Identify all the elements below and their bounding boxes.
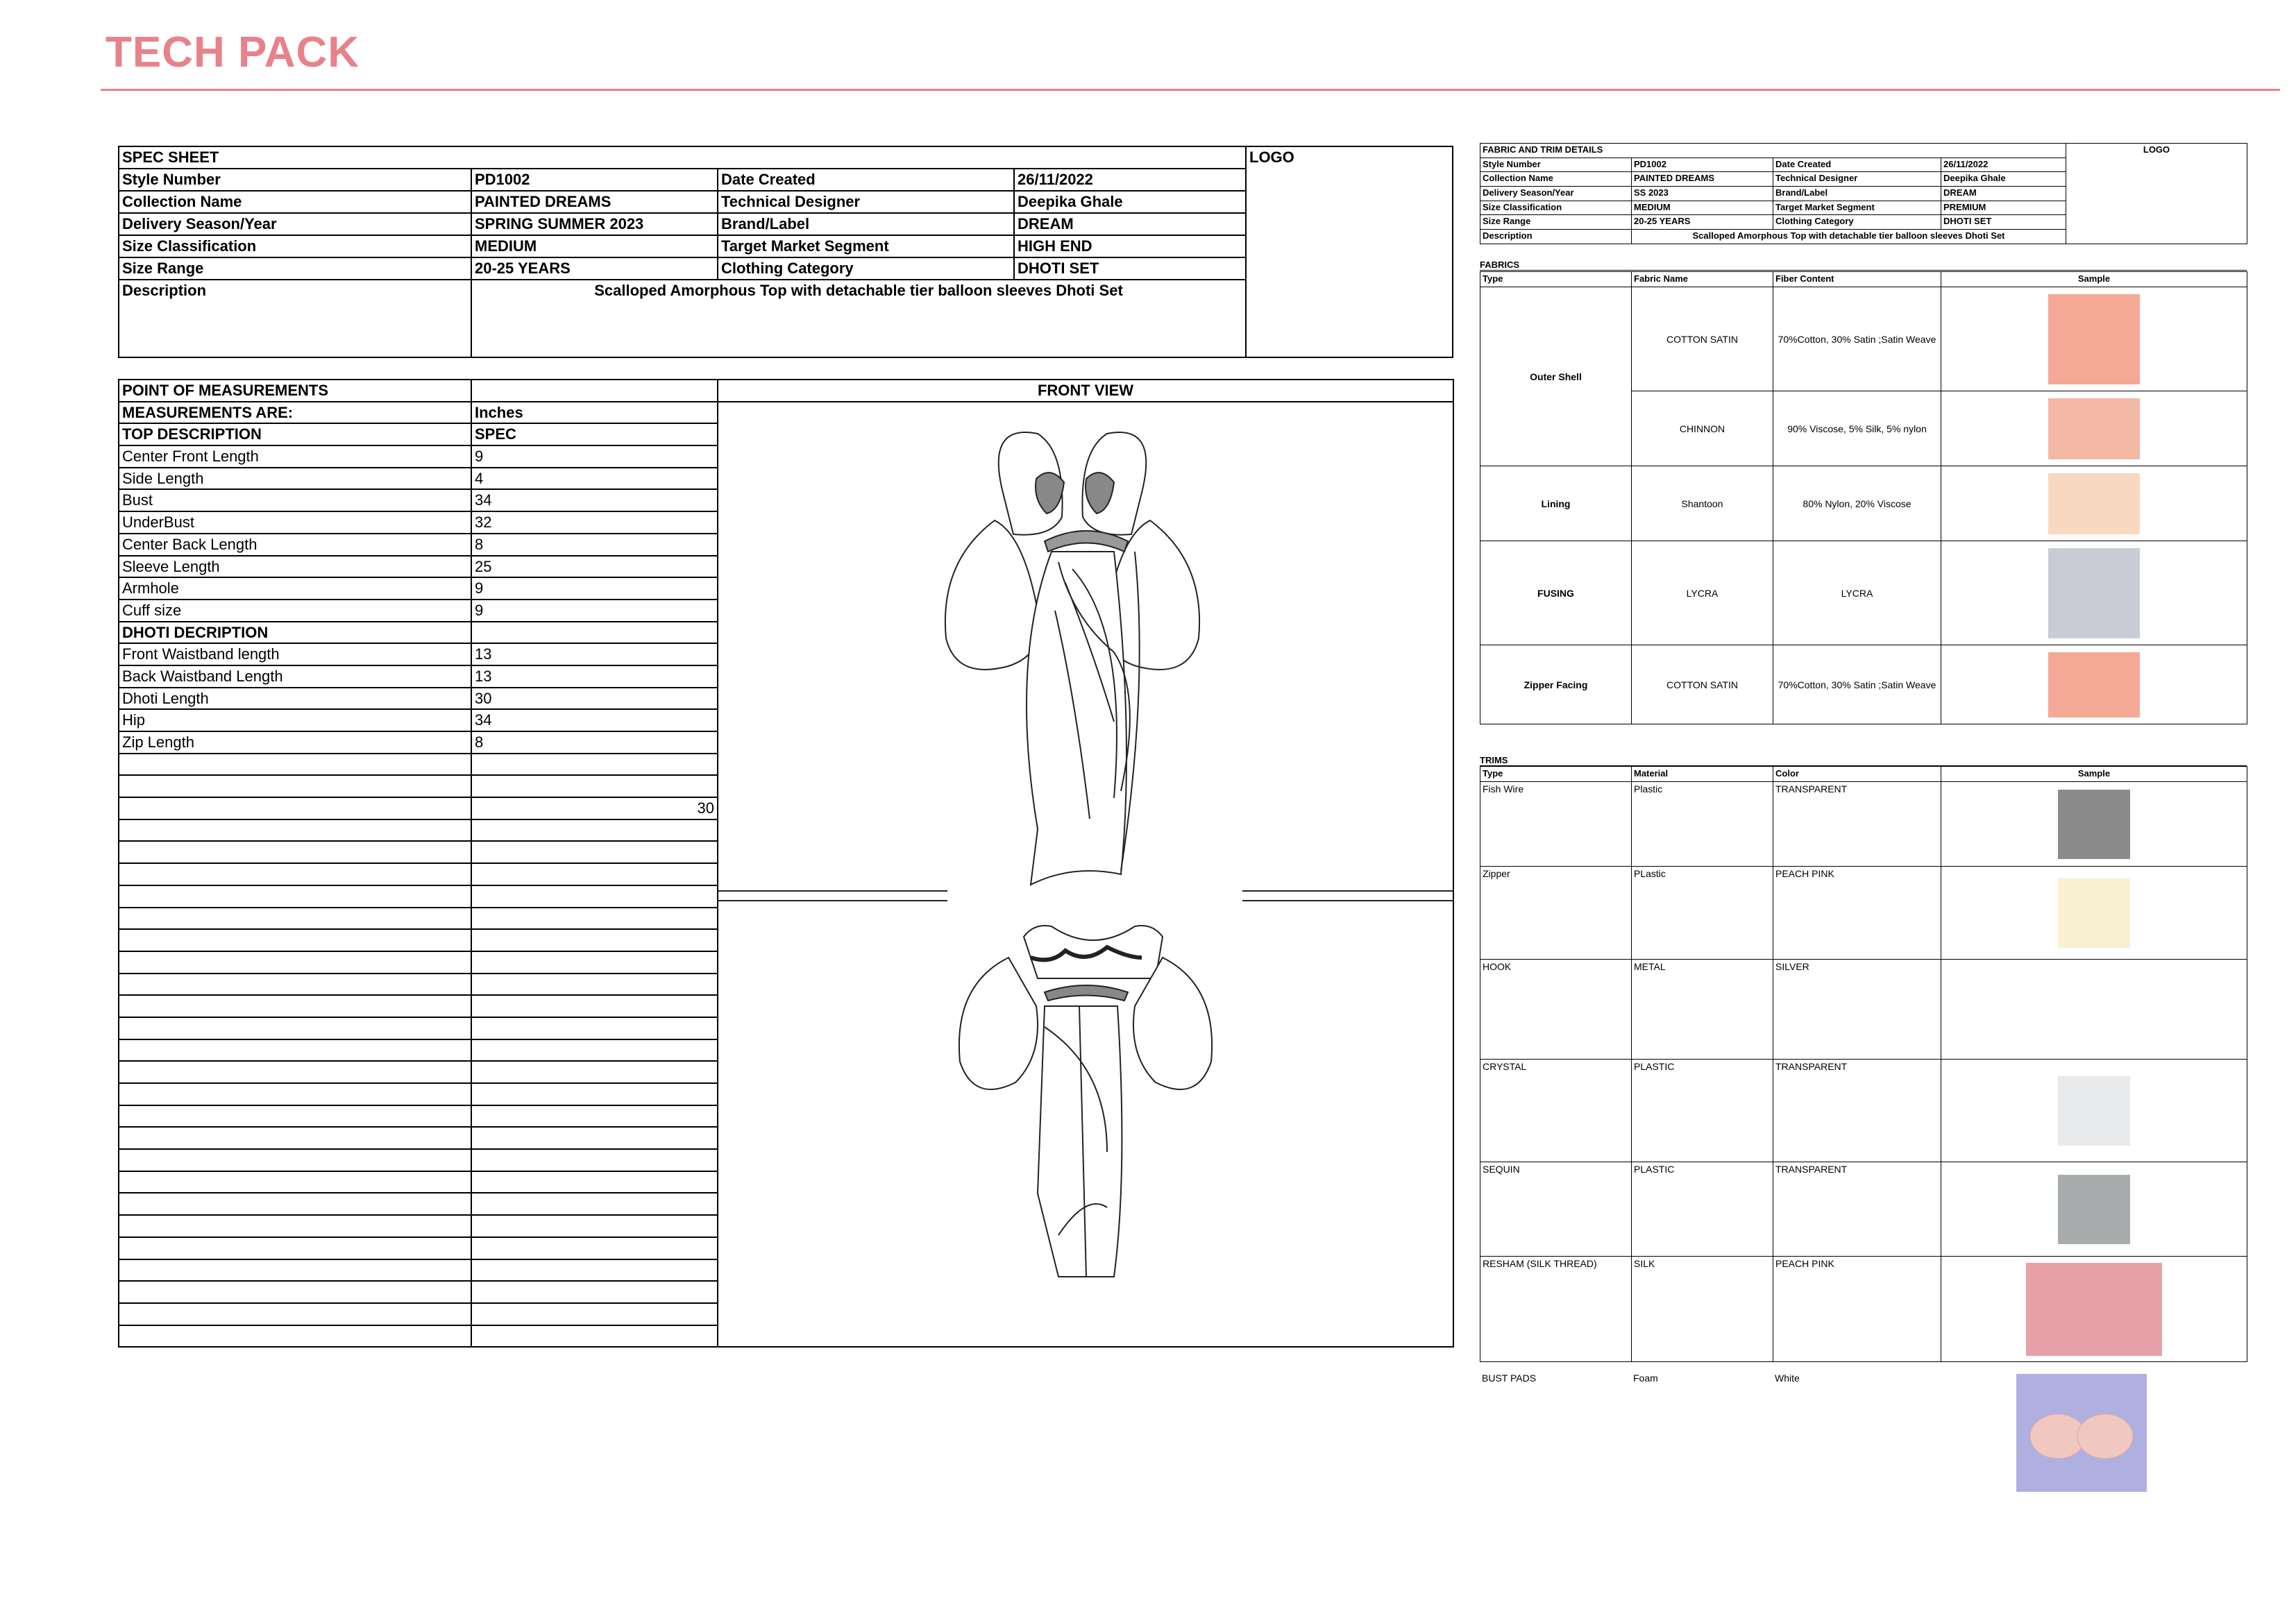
ft-label: Date Created: [1773, 158, 1941, 172]
fabric-row: [1480, 287, 2247, 391]
fabric-sample: [1941, 391, 2247, 466]
fabric-sample: [1941, 287, 2247, 391]
fabric-row: [1480, 541, 2247, 645]
pom-measurement-value: [471, 819, 718, 842]
description-value: Scalloped Amorphous Top with detachable tier balloon sleeves Dhoti Set: [471, 280, 1246, 357]
pom-measurement-name: Center Front Length: [119, 445, 471, 468]
trim-material: PLastic: [1632, 867, 1773, 960]
ft-label: Collection Name: [1480, 172, 1632, 187]
fabric-swatch-image: [2048, 548, 2140, 638]
pom-measurement-value: [471, 1017, 718, 1039]
ft-label: Size Range: [1480, 215, 1632, 230]
trims-table: [1480, 766, 2247, 1362]
pom-measurement-name: Zip Length: [119, 731, 471, 754]
front-view-drawing: [718, 402, 1453, 1348]
fabric-logo-placeholder: LOGO: [2066, 144, 2247, 244]
trim-sample: [1941, 1257, 2247, 1362]
trim-type: CRYSTAL: [1480, 1060, 1632, 1162]
trim-material: METAL: [1632, 960, 1773, 1060]
spec-value: PD1002: [471, 169, 718, 191]
fabric-row: [1480, 645, 2247, 724]
ft-value: 26/11/2022: [1941, 158, 2066, 172]
front-sketch: [945, 432, 1199, 885]
pom-measurement-value: [471, 1237, 718, 1259]
pom-measurement-name: [119, 1083, 471, 1105]
ft-value: MEDIUM: [1632, 201, 1773, 215]
trims-header: Sample: [1941, 767, 2247, 782]
fabric-name: LYCRA: [1632, 541, 1773, 645]
fabrics-table: [1480, 271, 2247, 724]
pom-measurement-name: [119, 929, 471, 951]
pom-measurement-value: [471, 1105, 718, 1128]
pom-measurement-name: Dhoti Length: [119, 688, 471, 710]
pom-measurement-value: [471, 1259, 718, 1282]
fabric-fiber: 70%Cotton, 30% Satin ;Satin Weave: [1773, 645, 1941, 724]
ft-value: PREMIUM: [1941, 201, 2066, 215]
pom-measurement-name: [119, 908, 471, 930]
fabric-fiber: 70%Cotton, 30% Satin ;Satin Weave: [1773, 287, 1941, 391]
pom-measurement-name: [119, 754, 471, 776]
spec-label: Technical Designer: [718, 191, 1014, 213]
pom-measurement-name: UnderBust: [119, 511, 471, 534]
pom-measurement-value: [471, 908, 718, 930]
pom-measurement-name: [119, 797, 471, 819]
trim-sample: [1941, 960, 2247, 1060]
ft-value: PAINTED DREAMS: [1632, 172, 1773, 187]
trim-type: Fish Wire: [1480, 782, 1632, 867]
spec-label: Date Created: [718, 169, 1014, 191]
pom-measurement-name: [119, 1127, 471, 1149]
pom-measurement-value: 9: [471, 600, 718, 622]
trim-swatch-image: [2058, 1175, 2130, 1244]
trim-color: PEACH PINK: [1773, 867, 1941, 960]
spec-value: MEDIUM: [471, 235, 718, 257]
pom-measurement-value: [471, 1303, 718, 1325]
pom-measurement-value: [471, 951, 718, 974]
pom-measurement-value: [471, 863, 718, 885]
back-sketch: [959, 926, 1212, 1277]
pom-measurement-name: [119, 863, 471, 885]
pom-measurement-name: [119, 1303, 471, 1325]
pom-measurement-name: [119, 1039, 471, 1062]
ft-label: Clothing Category: [1773, 215, 1941, 230]
logo-placeholder: LOGO: [1246, 146, 1453, 357]
pom-measurement-value: 9: [471, 445, 718, 468]
ft-description: Scalloped Amorphous Top with detachable tier balloon sleeves Dhoti Set: [1632, 230, 2066, 244]
fabric-type: Lining: [1480, 466, 1632, 541]
fabric-type: Zipper Facing: [1480, 645, 1632, 724]
pom-measurement-value: 25: [471, 556, 718, 578]
spec-label: Size Range: [119, 257, 471, 280]
fabrics-header: Fabric Name: [1632, 272, 1773, 287]
trim-color: SILVER: [1773, 960, 1941, 1060]
spec-value: DREAM: [1014, 213, 1246, 235]
ft-label: Description: [1480, 230, 1632, 244]
trim-color: TRANSPARENT: [1773, 1060, 1941, 1162]
fabric-name: COTTON SATIN: [1632, 645, 1773, 724]
trims-section-title: TRIMS: [1480, 755, 2247, 766]
pom-measurement-name: [119, 775, 471, 797]
pom-measurement-value: 34: [471, 489, 718, 511]
pom-measurement-name: [119, 1061, 471, 1083]
pom-measurement-value: [471, 1149, 718, 1171]
pom-measurement-value: 32: [471, 511, 718, 534]
spec-label: Collection Name: [119, 191, 471, 213]
trim-sample: [1941, 782, 2247, 867]
pom-measurement-name: MEASUREMENTS ARE:: [119, 402, 471, 424]
pom-measurement-value: SPEC: [471, 423, 718, 445]
fabric-name: Shantoon: [1632, 466, 1773, 541]
spec-value: PAINTED DREAMS: [471, 191, 718, 213]
pom-measurement-value: [471, 974, 718, 996]
trim-sample: [1941, 867, 2247, 960]
pom-measurement-value: [471, 841, 718, 863]
fabric-trim-details-table: [1480, 143, 2247, 244]
fabric-type: Outer Shell: [1480, 287, 1632, 466]
trim-type: Zipper: [1480, 867, 1632, 960]
fabrics-header: Fiber Content: [1773, 272, 1941, 287]
description-label: Description: [119, 280, 471, 357]
spec-label: Style Number: [119, 169, 471, 191]
pom-measurement-name: [119, 1105, 471, 1128]
trim-type: SEQUIN: [1480, 1162, 1632, 1257]
pom-measurement-name: [119, 819, 471, 842]
fabric-type: FUSING: [1480, 541, 1632, 645]
pom-measurement-value: [471, 1193, 718, 1215]
fabric-sample: [1941, 645, 2247, 724]
front-view-title: FRONT VIEW: [718, 380, 1453, 402]
trim-row: [1480, 867, 2247, 960]
ft-label: Target Market Segment: [1773, 201, 1941, 215]
pom-measurement-value: 4: [471, 468, 718, 490]
ft-value: DHOTI SET: [1941, 215, 2066, 230]
pom-measurement-name: [119, 1237, 471, 1259]
ft-label: Style Number: [1480, 158, 1632, 172]
ft-label: Technical Designer: [1773, 172, 1941, 187]
trims-header: Color: [1773, 767, 1941, 782]
pom-measurement-name: [119, 1017, 471, 1039]
pom-measurement-name: [119, 1149, 471, 1171]
spec-value: SPRING SUMMER 2023: [471, 213, 718, 235]
trim-material: Plastic: [1632, 782, 1773, 867]
pom-measurement-value: [471, 1171, 718, 1193]
pom-measurement-value: [471, 1083, 718, 1105]
spec-sheet-title: SPEC SHEET: [119, 146, 1246, 169]
pom-measurement-name: [119, 841, 471, 863]
trim-row: [1480, 960, 2247, 1060]
pom-measurement-name: [119, 951, 471, 974]
fabric-name: CHINNON: [1632, 391, 1773, 466]
fabric-swatch-image: [2048, 652, 2140, 717]
pom-measurement-value: Inches: [471, 402, 718, 424]
ft-label: Delivery Season/Year: [1480, 187, 1632, 201]
garment-sketch: [718, 402, 1453, 1348]
pom-measurement-name: [119, 1281, 471, 1303]
trim-type: RESHAM (SILK THREAD): [1480, 1257, 1632, 1362]
pom-measurement-value: [471, 1325, 718, 1348]
pom-blank: [471, 380, 718, 402]
page-title: TECH PACK: [105, 28, 360, 76]
trim-row: [1480, 1060, 2247, 1162]
ft-value: DREAM: [1941, 187, 2066, 201]
spec-value: 20-25 YEARS: [471, 257, 718, 280]
trim-material: SILK: [1632, 1257, 1773, 1362]
pom-measurement-name: Bust: [119, 489, 471, 511]
pom-measurement-value: 13: [471, 643, 718, 665]
trim-color: PEACH PINK: [1773, 1257, 1941, 1362]
trims-header: Material: [1632, 767, 1773, 782]
spec-label: Clothing Category: [718, 257, 1014, 280]
spec-label: Brand/Label: [718, 213, 1014, 235]
trim-color: TRANSPARENT: [1773, 1162, 1941, 1257]
fabrics-section-title: FABRICS: [1480, 260, 2247, 271]
trim-swatch-image: [2058, 1076, 2130, 1146]
pom-measurement-value: [471, 775, 718, 797]
pom-measurement-name: Armhole: [119, 577, 471, 600]
spec-value: Deepika Ghale: [1014, 191, 1246, 213]
bust-pads-color: White: [1775, 1373, 1800, 1384]
spec-sheet-table: [118, 146, 1453, 358]
pom-measurement-name: DHOTI DECRIPTION: [119, 622, 471, 644]
pom-measurement-name: Hip: [119, 709, 471, 731]
spec-label: Size Classification: [119, 235, 471, 257]
fabric-trim-title: FABRIC AND TRIM DETAILS: [1480, 144, 2066, 158]
pom-measurement-name: [119, 1171, 471, 1193]
fabrics-header: Type: [1480, 272, 1632, 287]
pom-measurement-value: [471, 885, 718, 908]
pom-measurement-value: 30: [471, 797, 718, 819]
pom-measurement-value: [471, 1039, 718, 1062]
fabrics-header: Sample: [1941, 272, 2247, 287]
pom-measurement-name: [119, 1193, 471, 1215]
pom-title: POINT OF MEASUREMENTS: [119, 380, 471, 402]
ft-value: 20-25 YEARS: [1632, 215, 1773, 230]
fabric-sample: [1941, 466, 2247, 541]
pom-measurement-name: [119, 974, 471, 996]
pom-measurement-name: [119, 995, 471, 1017]
ft-value: PD1002: [1632, 158, 1773, 172]
spec-value: 26/11/2022: [1014, 169, 1246, 191]
pom-table: [118, 379, 1454, 1348]
trim-swatch-image: [2058, 878, 2130, 948]
ft-label: Size Classification: [1480, 201, 1632, 215]
spec-label: Delivery Season/Year: [119, 213, 471, 235]
pom-measurement-value: 8: [471, 731, 718, 754]
pom-measurement-value: [471, 1215, 718, 1237]
trim-material: PLASTIC: [1632, 1162, 1773, 1257]
trim-type: HOOK: [1480, 960, 1632, 1060]
pom-measurement-name: [119, 1215, 471, 1237]
bust-pads-swatch: [2016, 1374, 2147, 1492]
fabric-fiber: LYCRA: [1773, 541, 1941, 645]
pom-measurement-name: Center Back Length: [119, 534, 471, 556]
pom-measurement-name: TOP DESCRIPTION: [119, 423, 471, 445]
pom-measurement-value: 9: [471, 577, 718, 600]
trims-header: Type: [1480, 767, 1632, 782]
spec-value: DHOTI SET: [1014, 257, 1246, 280]
pom-measurement-value: [471, 1127, 718, 1149]
pom-measurement-value: [471, 995, 718, 1017]
pom-measurement-name: Sleeve Length: [119, 556, 471, 578]
fabric-row: [1480, 466, 2247, 541]
trim-material: PLASTIC: [1632, 1060, 1773, 1162]
pom-measurement-value: [471, 929, 718, 951]
pom-measurement-value: [471, 754, 718, 776]
pom-measurement-value: [471, 622, 718, 644]
bust-pads-type: BUST PADS: [1482, 1373, 1537, 1384]
fabric-sample: [1941, 541, 2247, 645]
bust-pads-image: [2016, 1374, 2147, 1492]
trim-sample: [1941, 1060, 2247, 1162]
pom-measurement-name: Side Length: [119, 468, 471, 490]
pom-measurement-value: 8: [471, 534, 718, 556]
ft-label: Brand/Label: [1773, 187, 1941, 201]
trim-sample: [1941, 1162, 2247, 1257]
title-underline: [101, 89, 2280, 91]
pom-measurement-value: 34: [471, 709, 718, 731]
fabric-fiber: 90% Viscose, 5% Silk, 5% nylon: [1773, 391, 1941, 466]
trim-row: [1480, 782, 2247, 867]
pom-measurement-name: [119, 1325, 471, 1348]
pom-measurement-value: [471, 1061, 718, 1083]
pom-measurement-name: Front Waistband length: [119, 643, 471, 665]
pom-measurement-name: Cuff size: [119, 600, 471, 622]
pom-measurement-name: Back Waistband Length: [119, 665, 471, 688]
spec-value: HIGH END: [1014, 235, 1246, 257]
fabric-name: COTTON SATIN: [1632, 287, 1773, 391]
trim-row: [1480, 1162, 2247, 1257]
bust-pads-material: Foam: [1633, 1373, 1658, 1384]
trim-swatch-image: [2026, 1263, 2162, 1356]
trim-color: TRANSPARENT: [1773, 782, 1941, 867]
fabric-swatch-image: [2048, 294, 2140, 384]
pom-measurement-name: [119, 1259, 471, 1282]
ft-value: SS 2023: [1632, 187, 1773, 201]
pom-measurement-value: [471, 1281, 718, 1303]
spec-label: Target Market Segment: [718, 235, 1014, 257]
pom-measurement-value: 13: [471, 665, 718, 688]
trim-row: [1480, 1257, 2247, 1362]
ft-value: Deepika Ghale: [1941, 172, 2066, 187]
fabric-swatch-image: [2048, 398, 2140, 459]
trim-swatch-image: [2058, 975, 2130, 1044]
trim-swatch-image: [2058, 790, 2130, 859]
pom-measurement-value: 30: [471, 688, 718, 710]
fabric-fiber: 80% Nylon, 20% Viscose: [1773, 466, 1941, 541]
pom-measurement-name: [119, 885, 471, 908]
fabric-swatch-image: [2048, 473, 2140, 534]
